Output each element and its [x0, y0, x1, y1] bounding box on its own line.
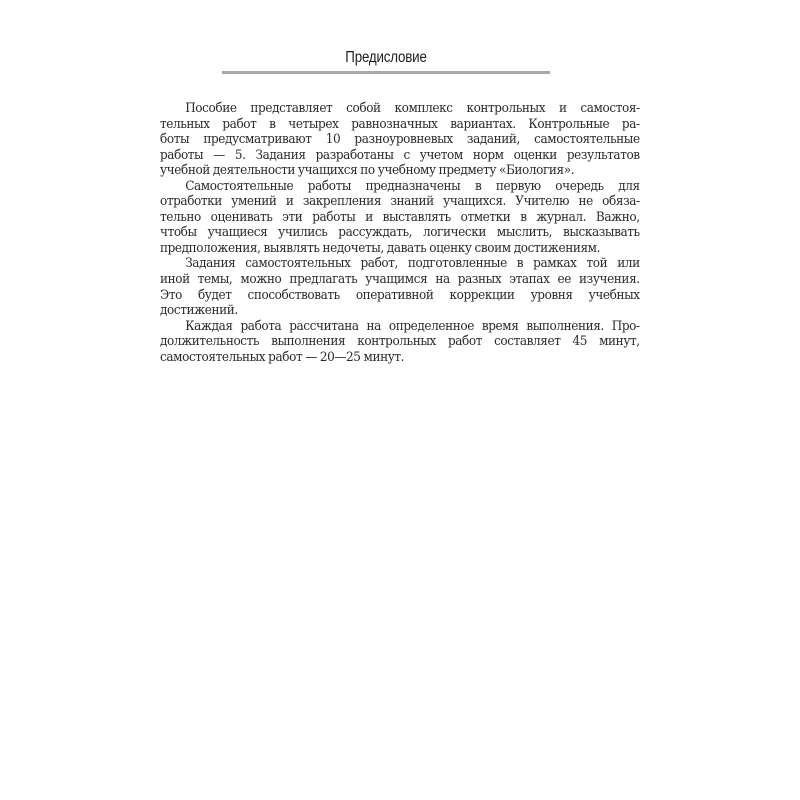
running-title: Предисловие	[345, 49, 427, 66]
preface-body	[160, 101, 640, 365]
paragraph-4	[160, 319, 640, 366]
text-line: должительность выполнения контрольных работ составляет 45 минут,	[160, 334, 640, 350]
text-line: Пособие представляет собой комплекс контрольных и самостоя-	[185, 101, 640, 116]
text-line: предположения, выявлять недочеты, давать оценку своим достижениям.	[160, 240, 601, 256]
text-line: достижений.	[160, 303, 238, 319]
paragraph-3	[160, 256, 640, 318]
text-line: иной темы, можно предлагать учащимся на разных этапах ее изучения.	[160, 272, 640, 288]
text-line: Каждая работа рассчитана на определенное время выполнения. Про-	[185, 318, 640, 334]
text-line: тельных работ в четырех равнозначных вариантах. Контрольные ра-	[160, 116, 640, 132]
text-line: Самостоятельные работы предназначены в первую очередь для	[185, 178, 640, 194]
paragraph-1	[160, 101, 640, 179]
text-line: Задания самостоятельных работ, подготовленные в рамках той или	[185, 256, 640, 272]
text-line: самостоятельных работ — 20—25 минут.	[160, 349, 405, 365]
text-line: работы — 5. Задания разработаны с учетом норм оценки результатов	[160, 147, 640, 163]
header-rule	[222, 71, 550, 74]
text-line: тельно оценивать эти работы и выставлять отметки в журнал. Важно,	[160, 209, 640, 225]
page-header	[222, 44, 550, 76]
text-line: чтобы учащиеся учились рассуждать, логически мыслить, высказывать	[160, 225, 640, 241]
text-line: отработки умений и закрепления знаний учащихся. Учителю не обяза-	[160, 194, 640, 210]
text-line: Это будет способствовать оперативной коррекции уровня учебных	[160, 287, 640, 303]
paragraph-2	[160, 179, 640, 257]
text-line: боты предусматривают 10 разноуровневых заданий, самостоятельные	[160, 132, 640, 148]
text-line: учебной деятельности учащихся по учебному предмету «Биология».	[160, 163, 575, 179]
